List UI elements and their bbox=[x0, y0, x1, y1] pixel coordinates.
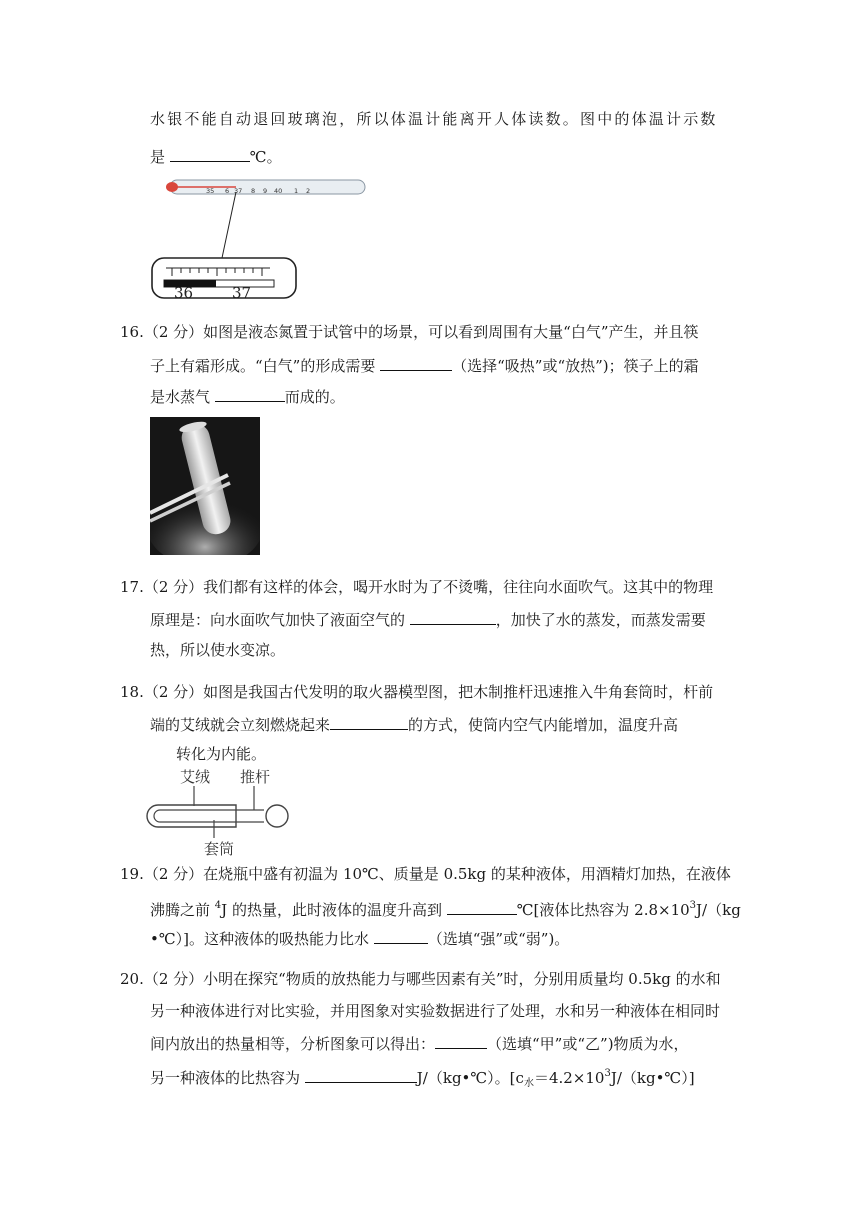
scale-label: 40 bbox=[274, 187, 283, 195]
q16-line1: 16.（2 分）如图是液态氮置于试管中的场景，可以看到周围有大量“白气”产生，并且筷 bbox=[120, 323, 699, 341]
scale-label: 1 bbox=[294, 187, 299, 195]
q16-line2: 子上有霜形成。“白气”的形成需要 （选择“吸热”或“放热”)；筷子上的霜 bbox=[150, 353, 699, 377]
piston-rod bbox=[154, 810, 264, 822]
zoom-label-36: 36 bbox=[174, 284, 194, 302]
q18-line2: 端的艾绒就会立刻燃烧起来 的方式，使筒内空气内能增加，温度升高 bbox=[150, 712, 678, 736]
scale-label: 6 bbox=[225, 187, 230, 195]
q17-line1: 17.（2 分）我们都有这样的体会，喝开水时为了不烫嘴，往往向水面吹气。这其中的物理 bbox=[120, 578, 714, 596]
thermometer-figure bbox=[148, 172, 373, 302]
question-number: 17. bbox=[120, 578, 144, 596]
q15-line1: 水银不能自动退回玻璃泡，所以体温计能离开人体读数。图中的体温计示数 bbox=[150, 110, 718, 128]
answer-blank[interactable] bbox=[447, 897, 517, 915]
question-number: 18. bbox=[120, 683, 144, 701]
q19-line3: •℃）]。这种液体的吸热能力比水 （选填“强”或“弱”)。 bbox=[150, 926, 569, 950]
question-number: 19. bbox=[120, 865, 144, 883]
answer-blank[interactable] bbox=[170, 144, 250, 162]
q19-line2: 沸腾之前 $^4$J 的热量，此时液体的温度升高到 ℃[液体比热容为 $2.8\times 10^3J/(kg$ bbox=[150, 895, 741, 921]
q16-line3: 是水蒸气 而成的。 bbox=[150, 384, 345, 408]
answer-blank[interactable] bbox=[305, 1065, 417, 1083]
answer-blank[interactable] bbox=[330, 712, 408, 730]
question-number: 16. bbox=[120, 323, 144, 341]
q19-line1: 19.（2 分）在烧瓶中盛有初温为 10℃、质量是 0.5kg 的某种液体，用酒精灯加热，在液体 bbox=[120, 865, 731, 883]
answer-blank[interactable] bbox=[435, 1031, 487, 1049]
answer-blank[interactable] bbox=[410, 607, 496, 625]
zoom-label-37: 37 bbox=[232, 284, 252, 302]
q20-line4: 另一种液体的比热容为 J/（kg•℃）。$[c_水=4.2\times 10^3J/(kg•℃)]$ bbox=[150, 1063, 695, 1095]
q18-line1: 18.（2 分）如图是我国古代发明的取火器模型图，把木制推杆迅速推入牛角套筒时，杆前 bbox=[120, 683, 714, 701]
fire-piston-figure bbox=[146, 766, 296, 860]
q17-line3: 热，所以使水变凉。 bbox=[150, 641, 286, 659]
label-taotong: 套筒 bbox=[204, 840, 235, 858]
label-tuigan: 推杆 bbox=[240, 768, 271, 786]
q17-line2: 原理是：向水面吹气加快了液面空气的 ，加快了水的蒸发，而蒸发需要 bbox=[150, 607, 706, 631]
answer-blank[interactable] bbox=[215, 384, 285, 402]
q18-line3: 转化为内能。 bbox=[176, 745, 267, 763]
scale-label: 2 bbox=[306, 187, 311, 195]
scale-label: 35 bbox=[206, 187, 215, 195]
scale-label: 9 bbox=[263, 187, 268, 195]
piston-knob bbox=[266, 805, 288, 827]
zoom-pointer bbox=[222, 192, 244, 258]
q20-line2: 另一种液体进行对比实验，并用图象对实验数据进行了处理，水和另一种液体在相同时 bbox=[150, 1002, 721, 1020]
liquid-nitrogen-photo bbox=[150, 417, 260, 555]
scale-label: 8 bbox=[251, 187, 256, 195]
q15-line2: 是 ℃。 bbox=[150, 144, 282, 168]
q20-line3: 间内放出的热量相等，分析图象可以得出： （选填“甲”或“乙”)物质为水， bbox=[150, 1031, 689, 1055]
sleeve-tube bbox=[147, 805, 236, 827]
q20-line1: 20.（2 分）小明在探究“物质的放热能力与哪些因素有关”时，分别用质量均 0.5kg 的水和 bbox=[120, 970, 721, 988]
question-number: 20. bbox=[120, 970, 144, 988]
scale-label: 37 bbox=[234, 187, 243, 195]
label-airong: 艾绒 bbox=[180, 768, 211, 786]
answer-blank[interactable] bbox=[374, 926, 428, 944]
answer-blank[interactable] bbox=[380, 353, 452, 371]
